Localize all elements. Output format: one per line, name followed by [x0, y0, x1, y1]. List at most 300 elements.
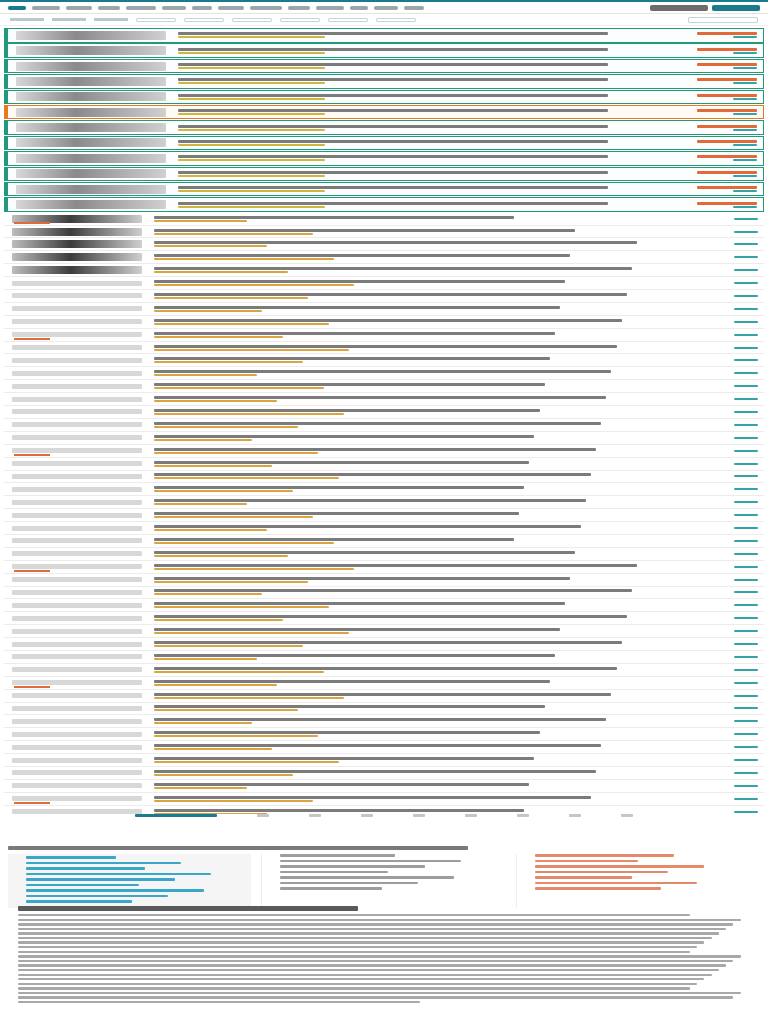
listing-link[interactable]: [734, 630, 758, 632]
search-input[interactable]: [650, 5, 708, 11]
listing-link[interactable]: [734, 295, 758, 297]
listing-link[interactable]: [734, 798, 758, 800]
listing-thumbnail[interactable]: [12, 435, 142, 440]
listing-link[interactable]: [734, 321, 758, 323]
listing-link[interactable]: [734, 308, 758, 310]
listing-link[interactable]: [733, 67, 757, 69]
pagination-button[interactable]: [621, 814, 633, 817]
listing-thumbnail[interactable]: [12, 577, 142, 582]
related-link[interactable]: [535, 887, 661, 890]
listing-title[interactable]: [154, 357, 550, 360]
listing-link[interactable]: [734, 759, 758, 761]
related-link[interactable]: [280, 860, 460, 863]
listing-link[interactable]: [734, 527, 758, 529]
listing-thumbnail[interactable]: [12, 397, 142, 402]
listing-title[interactable]: [154, 796, 591, 799]
listing-link[interactable]: [734, 579, 758, 581]
listing-title[interactable]: [154, 641, 622, 644]
listing-thumbnail[interactable]: [12, 228, 142, 236]
listing-link[interactable]: [733, 159, 757, 161]
related-link[interactable]: [535, 854, 675, 857]
listing-link[interactable]: [734, 540, 758, 542]
listing-row[interactable]: [4, 290, 764, 303]
listing-thumbnail[interactable]: [12, 783, 142, 788]
listing-title[interactable]: [154, 654, 555, 657]
listing-title[interactable]: [154, 254, 570, 257]
listing-link[interactable]: [734, 282, 758, 284]
listing-row[interactable]: [4, 367, 764, 380]
nav-item[interactable]: [250, 6, 282, 10]
related-link[interactable]: [26, 884, 139, 887]
featured-listing-row[interactable]: [4, 151, 764, 166]
listing-link[interactable]: [734, 501, 758, 503]
listing-link[interactable]: [733, 113, 757, 115]
listing-info: [178, 109, 667, 115]
related-link[interactable]: [26, 862, 181, 865]
listing-title[interactable]: [154, 602, 565, 605]
listing-title[interactable]: [154, 770, 596, 773]
sort-select[interactable]: [688, 17, 758, 23]
listing-title[interactable]: [178, 32, 608, 35]
nav-item[interactable]: [316, 6, 344, 10]
listing-title[interactable]: [154, 280, 565, 283]
listing-meta: [154, 606, 329, 608]
featured-listing-row[interactable]: [4, 90, 764, 105]
listing-link[interactable]: [734, 334, 758, 336]
related-link[interactable]: [26, 889, 204, 892]
filter-chip[interactable]: [328, 18, 368, 22]
pagination-button[interactable]: [465, 814, 477, 817]
filter-chip[interactable]: [184, 18, 224, 22]
listing-thumbnail[interactable]: [16, 31, 166, 40]
listing-title[interactable]: [154, 705, 545, 708]
listing-row[interactable]: [4, 432, 764, 445]
featured-listing-row[interactable]: [4, 59, 764, 74]
listing-title[interactable]: [154, 512, 519, 515]
listing-link[interactable]: [733, 129, 757, 131]
related-link[interactable]: [26, 878, 175, 881]
listing-row[interactable]: [4, 715, 764, 728]
listing-link[interactable]: [734, 231, 758, 233]
listing-title[interactable]: [154, 409, 540, 412]
listing-row[interactable]: [4, 677, 764, 690]
nav-item[interactable]: [126, 6, 156, 10]
listing-meta: [154, 671, 324, 673]
related-link[interactable]: [535, 882, 697, 885]
listing-title[interactable]: [154, 718, 606, 721]
listing-thumbnail[interactable]: [16, 62, 166, 71]
listing-row[interactable]: [4, 741, 764, 754]
listing-title[interactable]: [154, 615, 627, 618]
listing-link[interactable]: [734, 385, 758, 387]
listing-thumbnail[interactable]: [12, 487, 142, 492]
related-link[interactable]: [535, 871, 668, 874]
listing-link[interactable]: [734, 553, 758, 555]
related-link[interactable]: [26, 867, 145, 870]
listing-row[interactable]: [4, 329, 764, 342]
pagination-button[interactable]: [569, 814, 581, 817]
listing-thumbnail[interactable]: [12, 384, 142, 389]
listing-link[interactable]: [734, 746, 758, 748]
pagination-button[interactable]: [309, 814, 321, 817]
listing-thumbnail[interactable]: [12, 240, 142, 248]
listing-row[interactable]: [4, 767, 764, 780]
related-link[interactable]: [280, 887, 381, 890]
listing-thumbnail[interactable]: [12, 526, 142, 531]
listing-row[interactable]: [4, 316, 764, 329]
listing-thumbnail[interactable]: [16, 108, 166, 117]
listing-thumbnail[interactable]: [12, 642, 142, 647]
listing-thumbnail[interactable]: [16, 138, 166, 147]
listing-link[interactable]: [733, 98, 757, 100]
listing-link[interactable]: [734, 617, 758, 619]
listing-title[interactable]: [154, 396, 606, 399]
pagination-button[interactable]: [361, 814, 373, 817]
listing-info: [154, 757, 668, 763]
listing-thumbnail[interactable]: [16, 92, 166, 101]
listing-thumbnail[interactable]: [12, 281, 142, 286]
nav-item[interactable]: [288, 6, 310, 10]
listing-thumbnail[interactable]: [12, 796, 142, 801]
listing-link[interactable]: [734, 695, 758, 697]
listing-row[interactable]: [4, 393, 764, 406]
related-link[interactable]: [280, 882, 417, 885]
listing-link[interactable]: [733, 175, 757, 177]
listing-row[interactable]: [4, 354, 764, 367]
listing-row[interactable]: [4, 651, 764, 664]
listing-title[interactable]: [154, 241, 637, 244]
listing-title[interactable]: [154, 448, 596, 451]
listing-row[interactable]: [4, 213, 764, 226]
featured-listing-row[interactable]: [4, 74, 764, 89]
listing-thumbnail[interactable]: [12, 538, 142, 543]
nav-item[interactable]: [350, 6, 368, 10]
listing-link[interactable]: [734, 398, 758, 400]
listing-thumbnail[interactable]: [12, 693, 142, 698]
listing-link[interactable]: [734, 669, 758, 671]
related-link[interactable]: [26, 873, 211, 876]
nav-item[interactable]: [192, 6, 212, 10]
top-action-button[interactable]: [712, 5, 760, 11]
listing-thumbnail[interactable]: [12, 461, 142, 466]
listing-title[interactable]: [154, 332, 555, 335]
listing-thumbnail[interactable]: [12, 629, 142, 634]
listing-title[interactable]: [154, 680, 550, 683]
pagination-button[interactable]: [257, 814, 269, 817]
listing-title[interactable]: [154, 551, 575, 554]
listing-thumbnail[interactable]: [16, 77, 166, 86]
listing-link[interactable]: [733, 82, 757, 84]
listing-link[interactable]: [734, 720, 758, 722]
nav-item[interactable]: [66, 6, 92, 10]
listing-title[interactable]: [178, 109, 608, 112]
listing-row[interactable]: [4, 406, 764, 419]
listing-title[interactable]: [154, 319, 622, 322]
listing-thumbnail[interactable]: [12, 564, 142, 569]
featured-listing-row[interactable]: [4, 197, 764, 212]
listing-row[interactable]: [4, 780, 764, 793]
pagination-button[interactable]: [413, 814, 425, 817]
listing-row[interactable]: [4, 419, 764, 432]
listing-row[interactable]: [4, 496, 764, 509]
listing-title[interactable]: [154, 757, 534, 760]
listing-thumbnail[interactable]: [12, 719, 142, 724]
listing-link[interactable]: [734, 682, 758, 684]
listing-meta: [154, 787, 247, 789]
listing-thumbnail[interactable]: [12, 319, 142, 324]
listing-title[interactable]: [154, 383, 545, 386]
listing-row[interactable]: [4, 342, 764, 355]
listing-link[interactable]: [734, 411, 758, 413]
listing-thumbnail[interactable]: [12, 448, 142, 453]
listing-link[interactable]: [734, 475, 758, 477]
listing-link[interactable]: [734, 733, 758, 735]
listing-title[interactable]: [178, 155, 608, 158]
listing-title[interactable]: [154, 435, 534, 438]
listing-row[interactable]: [4, 277, 764, 290]
listing-thumbnail[interactable]: [12, 732, 142, 737]
related-link[interactable]: [280, 854, 395, 857]
breadcrumb-item[interactable]: [10, 18, 44, 21]
listing-thumbnail[interactable]: [12, 513, 142, 518]
footer-line: [18, 955, 741, 957]
breadcrumb-item[interactable]: [52, 18, 86, 21]
listing-link[interactable]: [734, 591, 758, 593]
related-link[interactable]: [26, 856, 116, 859]
listing-thumbnail[interactable]: [12, 551, 142, 556]
listing-title[interactable]: [178, 94, 608, 97]
listing-link[interactable]: [734, 437, 758, 439]
listing-thumbnail[interactable]: [12, 500, 142, 505]
listing-title[interactable]: [154, 370, 611, 373]
listing-link[interactable]: [734, 656, 758, 658]
listing-link[interactable]: [733, 190, 757, 192]
listing-title[interactable]: [154, 229, 575, 232]
listing-row[interactable]: [4, 793, 764, 806]
listing-thumbnail[interactable]: [12, 371, 142, 376]
breadcrumb-item[interactable]: [94, 18, 128, 21]
listing-thumbnail[interactable]: [16, 154, 166, 163]
listing-row[interactable]: [4, 690, 764, 703]
listing-thumbnail[interactable]: [16, 123, 166, 132]
featured-listing-row[interactable]: [4, 120, 764, 135]
listing-thumbnail[interactable]: [12, 770, 142, 775]
listing-link[interactable]: [734, 243, 758, 245]
listing-row[interactable]: [4, 728, 764, 741]
listing-thumbnail[interactable]: [16, 200, 166, 209]
listing-meta: [154, 374, 257, 376]
featured-listing-row[interactable]: [4, 182, 764, 197]
listing-row[interactable]: [4, 599, 764, 612]
filter-chip[interactable]: [232, 18, 272, 22]
related-link[interactable]: [535, 865, 704, 868]
listing-thumbnail[interactable]: [12, 474, 142, 479]
listing-link[interactable]: [734, 372, 758, 374]
listing-row[interactable]: [4, 754, 764, 767]
pagination-button[interactable]: [517, 814, 529, 817]
listing-title[interactable]: [178, 202, 608, 205]
listing-title[interactable]: [154, 589, 632, 592]
listing-title[interactable]: [154, 461, 529, 464]
listing-row[interactable]: [4, 471, 764, 484]
nav-item[interactable]: [218, 6, 244, 10]
listing-row[interactable]: [4, 664, 764, 677]
listing-link[interactable]: [734, 269, 758, 271]
listing-thumbnail[interactable]: [12, 667, 142, 672]
listing-row[interactable]: [4, 612, 764, 625]
related-link[interactable]: [26, 895, 168, 898]
related-link[interactable]: [535, 876, 632, 879]
listing-row[interactable]: [4, 380, 764, 393]
listing-thumbnail[interactable]: [12, 758, 142, 763]
related-link[interactable]: [280, 876, 454, 879]
listing-thumbnail[interactable]: [12, 422, 142, 427]
listing-title[interactable]: [154, 499, 586, 502]
listing-thumbnail[interactable]: [12, 616, 142, 621]
related-title: [8, 846, 468, 850]
listing-title[interactable]: [154, 731, 540, 734]
nav-item[interactable]: [374, 6, 398, 10]
listing-row[interactable]: [4, 587, 764, 600]
nav-item[interactable]: [404, 6, 424, 10]
listing-title[interactable]: [154, 422, 601, 425]
listing-title[interactable]: [154, 293, 627, 296]
related-link[interactable]: [26, 900, 132, 903]
listing-title[interactable]: [154, 628, 560, 631]
listing-link[interactable]: [734, 256, 758, 258]
listing-row[interactable]: [4, 561, 764, 574]
listing-row[interactable]: [4, 251, 764, 264]
featured-listing-row[interactable]: [4, 43, 764, 58]
listing-link[interactable]: [734, 359, 758, 361]
listing-thumbnail[interactable]: [12, 603, 142, 608]
listing-row[interactable]: [4, 625, 764, 638]
listing-row[interactable]: [4, 509, 764, 522]
listing-link[interactable]: [734, 424, 758, 426]
listing-link[interactable]: [734, 218, 758, 220]
listing-link[interactable]: [733, 52, 757, 54]
listing-row[interactable]: [4, 548, 764, 561]
listing-thumbnail[interactable]: [16, 185, 166, 194]
featured-listing-row[interactable]: [4, 105, 764, 120]
nav-item[interactable]: [162, 6, 186, 10]
listing-row[interactable]: [4, 522, 764, 535]
listing-link[interactable]: [734, 604, 758, 606]
listing-link[interactable]: [734, 514, 758, 516]
filter-chip[interactable]: [376, 18, 416, 22]
listing-link[interactable]: [734, 450, 758, 452]
listing-title[interactable]: [154, 783, 529, 786]
listing-row[interactable]: [4, 574, 764, 587]
listing-link[interactable]: [734, 643, 758, 645]
listing-link[interactable]: [734, 347, 758, 349]
listing-title[interactable]: [154, 693, 611, 696]
filter-chip[interactable]: [136, 18, 176, 22]
listing-row[interactable]: [4, 238, 764, 251]
featured-listing-row[interactable]: [4, 28, 764, 43]
listing-title[interactable]: [178, 78, 608, 81]
listing-link[interactable]: [733, 206, 757, 208]
pagination-button[interactable]: [135, 814, 217, 817]
listing-thumbnail[interactable]: [16, 169, 166, 178]
listing-thumbnail[interactable]: [12, 409, 142, 414]
related-link[interactable]: [535, 860, 639, 863]
listing-link[interactable]: [734, 566, 758, 568]
listing-row[interactable]: [4, 535, 764, 548]
listing-thumbnail[interactable]: [12, 706, 142, 711]
listing-link[interactable]: [733, 36, 757, 38]
listing-thumbnail[interactable]: [12, 590, 142, 595]
listing-title[interactable]: [154, 564, 637, 567]
listing-row[interactable]: [4, 483, 764, 496]
listing-link[interactable]: [734, 707, 758, 709]
listing-title[interactable]: [178, 48, 608, 51]
listing-thumbnail[interactable]: [12, 293, 142, 298]
listing-link[interactable]: [734, 772, 758, 774]
listing-meta: [178, 113, 325, 115]
listing-row[interactable]: [4, 264, 764, 277]
listing-thumbnail[interactable]: [12, 306, 142, 311]
listing-title[interactable]: [178, 186, 608, 189]
nav-item[interactable]: [98, 6, 120, 10]
listing-title[interactable]: [154, 744, 601, 747]
listing-row[interactable]: [4, 303, 764, 316]
listing-thumbnail[interactable]: [16, 46, 166, 55]
listing-thumbnail[interactable]: [12, 332, 142, 337]
listing-title[interactable]: [154, 216, 514, 219]
featured-listing-row[interactable]: [4, 136, 764, 151]
listing-title[interactable]: [154, 525, 581, 528]
listing-link[interactable]: [734, 463, 758, 465]
listing-title[interactable]: [154, 538, 514, 541]
listing-link[interactable]: [733, 144, 757, 146]
listing-thumbnail[interactable]: [12, 358, 142, 363]
listing-link[interactable]: [734, 488, 758, 490]
listing-link[interactable]: [734, 785, 758, 787]
listing-title[interactable]: [154, 486, 524, 489]
listing-thumbnail[interactable]: [12, 253, 142, 261]
listing-thumbnail[interactable]: [12, 745, 142, 750]
listing-row[interactable]: [4, 638, 764, 651]
listing-thumbnail[interactable]: [12, 654, 142, 659]
listing-title[interactable]: [154, 667, 617, 670]
listing-row[interactable]: [4, 703, 764, 716]
related-link[interactable]: [280, 865, 424, 868]
nav-item[interactable]: [8, 6, 26, 10]
listing-title[interactable]: [154, 345, 617, 348]
footer-line: [18, 964, 726, 966]
listing-title[interactable]: [178, 140, 608, 143]
listing-row[interactable]: [4, 458, 764, 471]
listing-thumbnail[interactable]: [12, 266, 142, 274]
listing-row[interactable]: [4, 226, 764, 239]
listing-meta: [154, 735, 318, 737]
listing-title[interactable]: [154, 306, 560, 309]
nav-item[interactable]: [32, 6, 60, 10]
related-link[interactable]: [280, 871, 388, 874]
listing-thumbnail[interactable]: [12, 345, 142, 350]
listing-thumbnail[interactable]: [12, 680, 142, 685]
filter-chip[interactable]: [280, 18, 320, 22]
listing-title[interactable]: [154, 577, 570, 580]
listing-title[interactable]: [178, 171, 608, 174]
listing-title[interactable]: [154, 473, 591, 476]
featured-listing-row[interactable]: [4, 167, 764, 182]
listing-title[interactable]: [178, 63, 608, 66]
listing-title[interactable]: [178, 125, 608, 128]
listing-row[interactable]: [4, 445, 764, 458]
listing-title[interactable]: [154, 267, 632, 270]
